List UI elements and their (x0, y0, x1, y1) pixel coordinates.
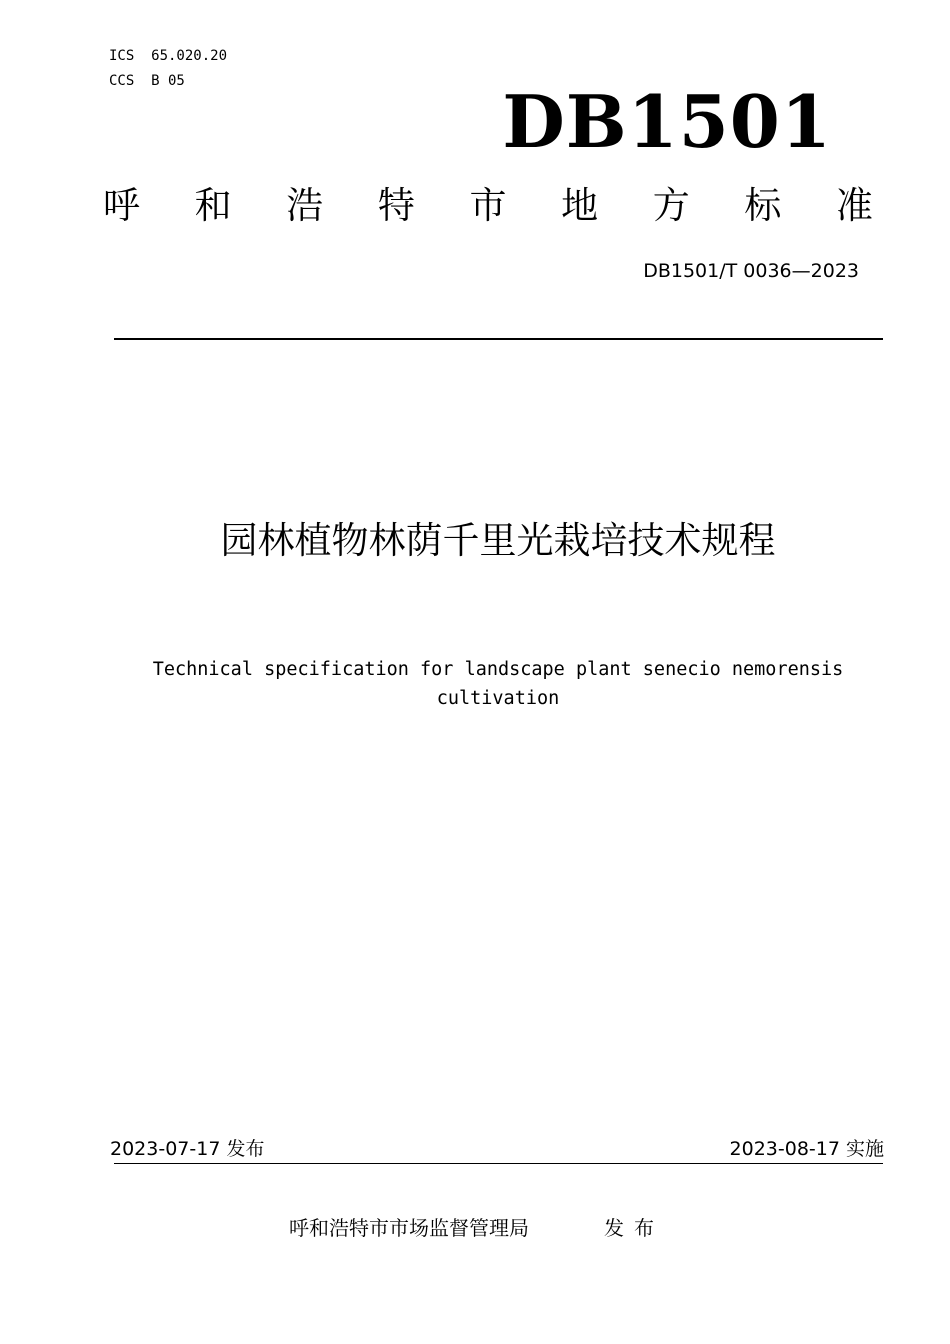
issue-date: 2023-07-17 发布 (110, 1138, 265, 1160)
standard-type-char: 地 (561, 184, 599, 227)
standard-type-char: 特 (377, 184, 415, 227)
publisher-name: 呼和浩特市市场监督管理局 (289, 1216, 529, 1240)
standard-type-char: 市 (469, 184, 507, 227)
db-logo: DB1501 (502, 79, 832, 164)
standard-type-heading (103, 184, 873, 228)
english-title-line: cultivation (436, 688, 560, 709)
standard-type-char: 和 (194, 184, 232, 227)
standard-type-char: 方 (652, 184, 690, 227)
standard-number: DB1501/T 0036—2023 (643, 260, 859, 282)
standard-type-char: 标 (744, 184, 782, 227)
bottom-divider (114, 1163, 883, 1164)
english-title-line: Technical specification for landscape plant senecio nemorensis (152, 659, 844, 680)
document-title-chinese: 园林植物林荫千里光栽培技术规程 (220, 519, 776, 562)
standard-type-char: 准 (836, 184, 873, 227)
standard-type-char: 浩 (286, 184, 324, 227)
standard-type-char: 呼 (103, 184, 140, 227)
ccs-code: CCS B 05 (109, 73, 185, 89)
ics-code: ICS 65.020.20 (109, 48, 228, 64)
publish-label: 发布 (604, 1216, 664, 1240)
document-title-english (150, 655, 846, 713)
implementation-date: 2023-08-17 实施 (729, 1138, 884, 1160)
top-divider (114, 338, 883, 340)
